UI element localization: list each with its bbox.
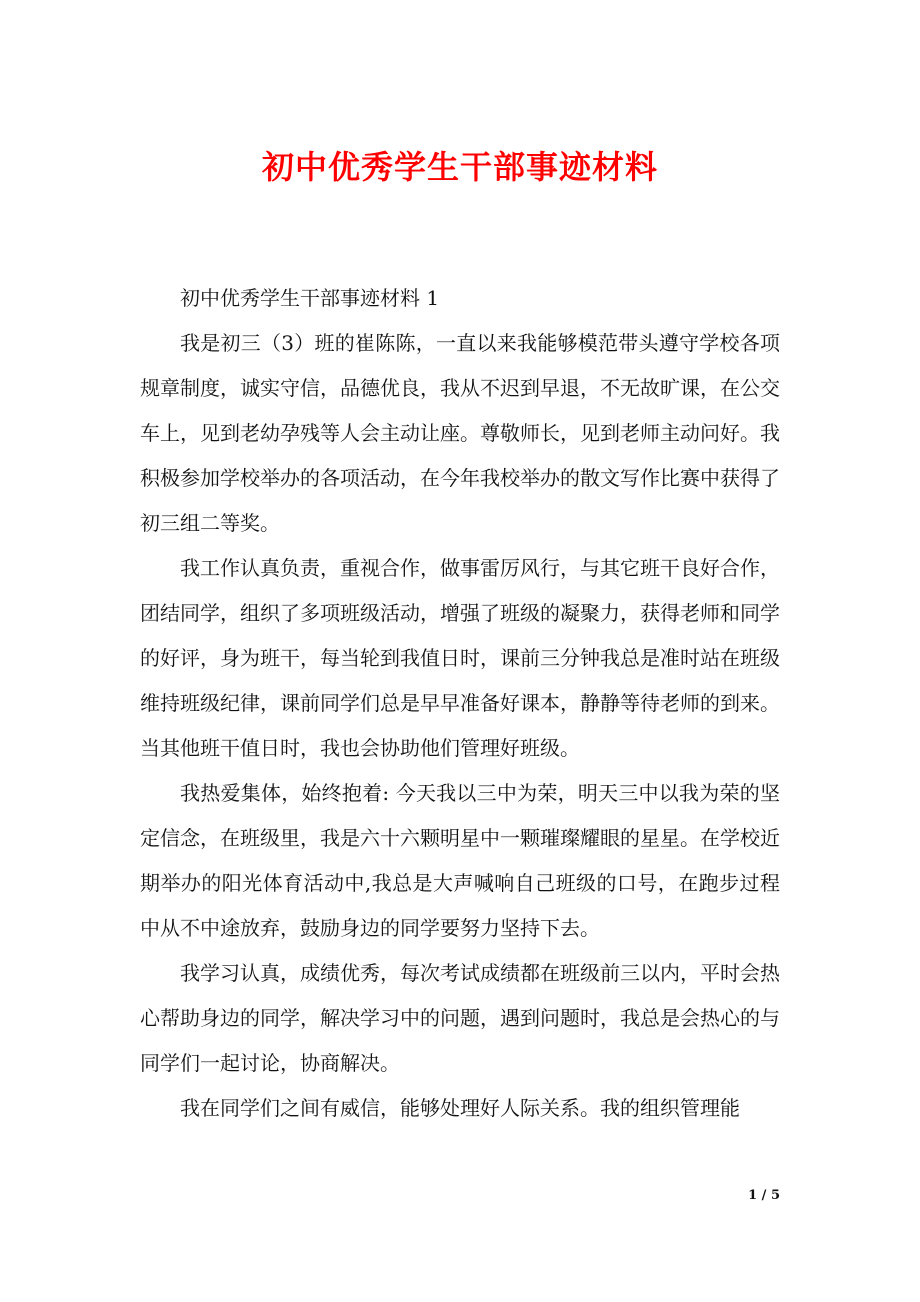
paragraph-heading: 初中优秀学生干部事迹材料 1 [180, 286, 440, 310]
page-number: 1 / 5 [748, 1188, 780, 1203]
paragraph: 我在同学们之间有威信，能够处理好人际关系。我的组织管理能 [180, 1096, 740, 1120]
paragraph: 我是初三（3）班的崔陈陈，一直以来我能够模范带头遵守学校各项规章制度，诚实守信，品德优良，我从不迟到早退，不无故旷课，在公交车上，见到老幼孕残等人会主动让座。尊敬师长，见到老师主动问好。我积极参加学校举办的各项活动，在今年我校举办的散文写作比赛中获得了初三组二等奖。 [140, 331, 780, 535]
document-title: 初中优秀学生干部事迹材料 [261, 148, 658, 186]
paragraph: 我学习认真，成绩优秀，每次考试成绩都在班级前三以内，平时会热心帮助身边的同学，解决学习中的问题，遇到问题时，我总是会热心的与同学们一起讨论，协商解决。 [140, 961, 780, 1075]
paragraph: 我工作认真负责，重视合作，做事雷厉风行，与其它班干良好合作，团结同学，组织了多项班级活动，增强了班级的凝聚力，获得老师和同学的好评，身为班干，每当轮到我值日时，课前三分钟我总是准时站在班级维持班级纪律，课前同学们总是早早准备好课本，静静等待老师的到来。当其他班干值日时，我也会协助他们管理好班级。 [140, 556, 780, 760]
document-body [140, 276, 780, 1131]
paragraph: 我热爱集体，始终抱着: 今天我以三中为荣，明天三中以我为荣的坚定信念，在班级里，我是六十六颗明星中一颗璀璨耀眼的星星。在学校近期举办的阳光体育活动中,我总是大声喊响自己班级的口号，在跑步过程中从不中途放弃，鼓励身边的同学要努力坚持下去。 [140, 781, 780, 940]
